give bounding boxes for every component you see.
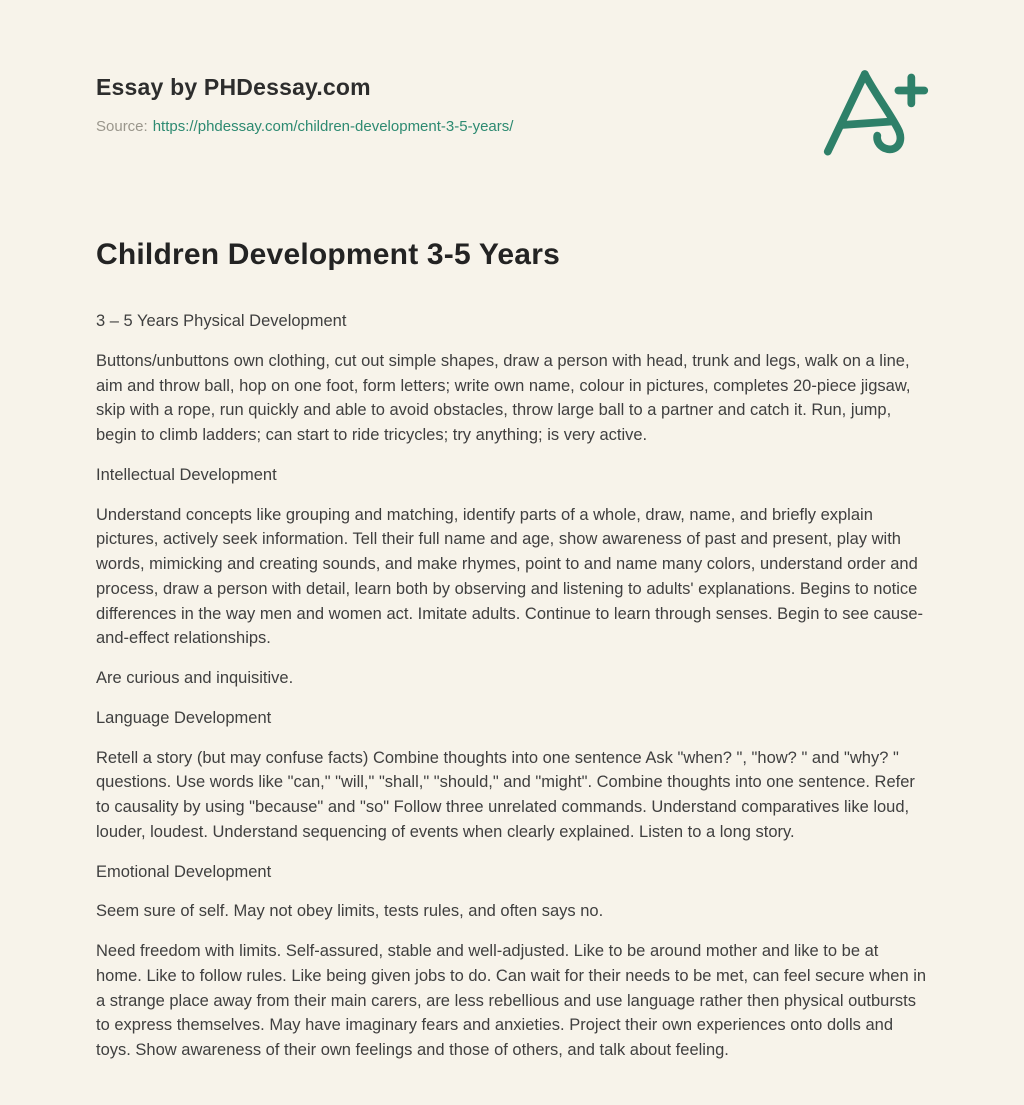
source-label: Source: xyxy=(96,118,148,135)
paragraph-curious: Are curious and inquisitive. xyxy=(96,669,294,687)
brand-heading: Essay by PHDessay.com xyxy=(96,74,371,100)
section-heading-intellectual: Intellectual Development xyxy=(96,465,277,484)
section-heading-emotional: Emotional Development xyxy=(96,862,272,881)
essay-body xyxy=(96,238,928,1063)
paragraph-emotional-long: Need freedom with limits. Self-assured, stable and well-adjusted. Like to be around mother and like to be at home. Like to follow rules. Like being given jobs to do. Can wait for their needs to be met, can feel secure when in a strange place away from their main carers, are less rebellious and use language rather then physical outbursts to express themselves. May have imaginary fears and anxieties. Project their own experiences onto dolls and toys. Show awareness of their own feelings and those of others, and talk about feeling. xyxy=(96,942,927,1059)
source-line xyxy=(96,118,513,135)
phdessay-logo-icon xyxy=(820,66,932,158)
section-heading-physical: 3 – 5 Years Physical Development xyxy=(96,312,347,330)
page-header xyxy=(96,74,928,158)
source-link[interactable]: https://phdessay.com/children-development-3-5-years/ xyxy=(152,118,514,135)
paragraph-physical: Buttons/unbuttons own clothing, cut out simple shapes, draw a person with head, trunk and legs, walk on a line, aim and throw ball, hop on one foot, form letters; write own name, colour in pictures, completes 20-piece jigsaw, skip with a rope, run quickly and able to avoid obstacles, throw large ball to a partner and catch it. Run, jump, begin to climb ladders; can start to ride tricycles; try anything; is very active. xyxy=(96,351,911,444)
header-text-block xyxy=(96,74,513,135)
paragraph-emotional-short: Seem sure of self. May not obey limits, tests rules, and often says no. xyxy=(96,902,604,921)
section-heading-language: Language Development xyxy=(96,708,272,727)
paragraph-intellectual: Understand concepts like grouping and matching, identify parts of a whole, draw, name, and briefly explain pictures, actively seek information. Tell their full name and age, show awareness of past and present, play with words, mimicking and creating sounds, and make rhymes, point to and name many colors, understand order and process, draw a person with detail, learn both by observing and listening to adults' explanations. Begins to notice differences in the way men and women act. Imitate adults. Continue to learn through senses. Begin to see cause-and-effect relationships. xyxy=(96,505,924,648)
paragraph-language: Retell a story (but may confuse facts) Combine thoughts into one sentence Ask "when? ", "how? " and "why? " questions. Use words like "can," "will," "shall," "should," and "might". Combine thoughts into one sentence. Refer to causality by using "because" and "so" Follow three unrelated commands. Understand comparatives like loud, louder, loudest. Understand sequencing of events when clearly explained. Listen to a long story. xyxy=(96,748,915,841)
page-title: Children Development 3-5 Years xyxy=(96,238,560,271)
